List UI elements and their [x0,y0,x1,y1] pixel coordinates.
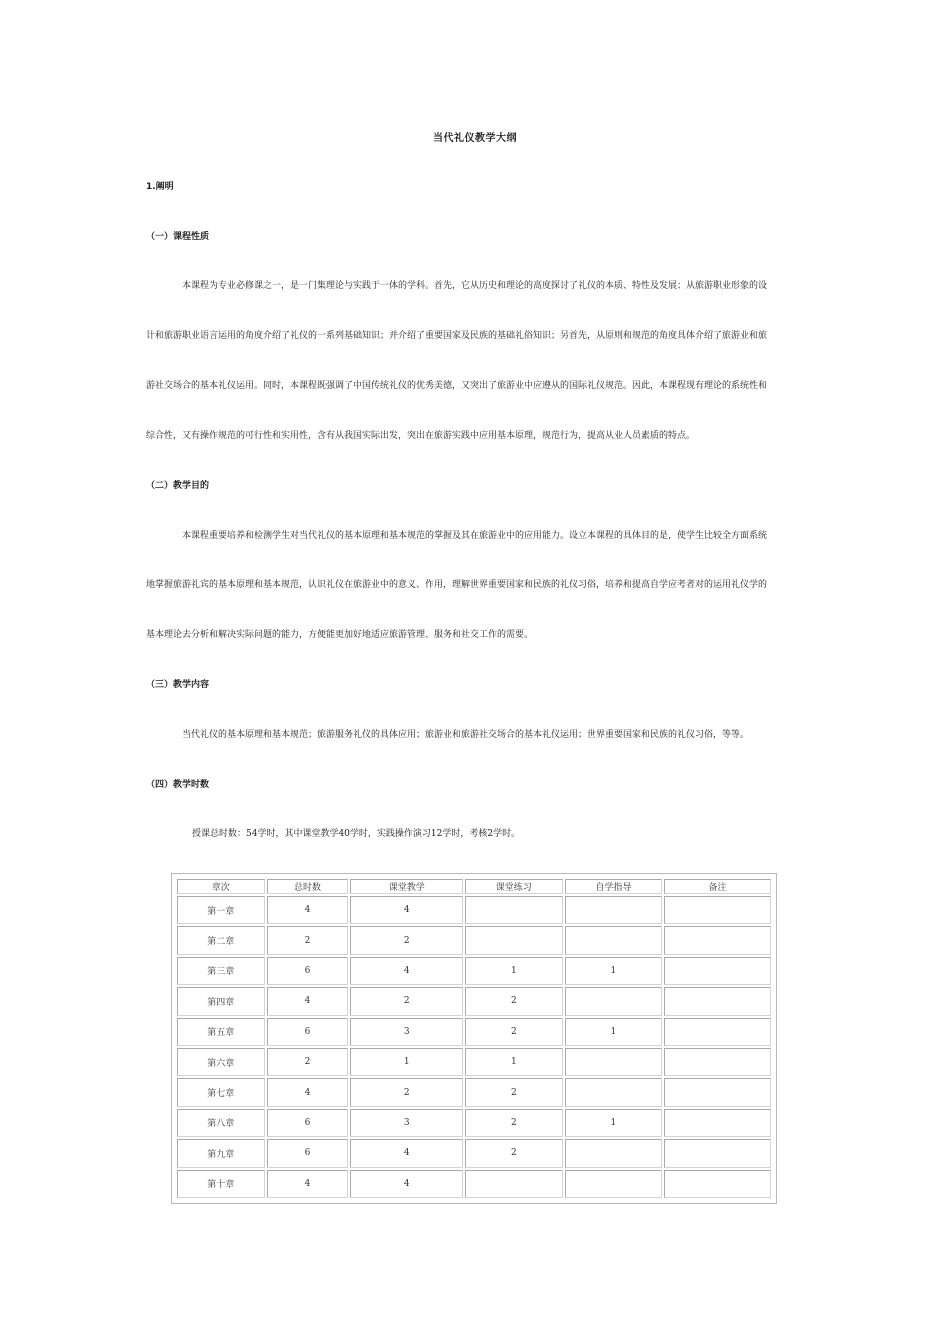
table-header-row [177,879,771,894]
table-cell: 1 [350,1048,463,1076]
table-cell: 6 [267,1018,349,1046]
section-heading-course-nature: （一）课程性质 [146,232,210,242]
table-row [177,926,771,954]
paragraph-line: 综合性，又有操作规范的可行性和实用性，含有从我国实际出发，突出在旅游实践中应用基本原理，规范行为，提高从业人员素质的特点。 [146,431,696,441]
table-cell: 第六章 [177,1048,265,1076]
table-cell: 2 [465,1139,563,1167]
hours-summary: 授课总时数：54学时，其中课堂教学40学时，实践操作演习12学时，考核2学时。 [192,829,521,839]
table-cell [664,926,771,954]
table-cell: 第五章 [177,1018,265,1046]
table-cell: 第七章 [177,1078,265,1106]
table-cell: 第三章 [177,957,265,985]
table-cell [565,1139,663,1167]
table-cell: 2 [465,1078,563,1106]
paragraph-line: 本课程重要培养和检测学生对当代礼仪的基本原理和基本规范的掌握及其在旅游业中的应用能力。设立本课程的具体目的是，使学生比较全方面系统 [182,531,768,541]
table-cell: 1 [565,957,663,985]
table-cell [664,1139,771,1167]
table-row [177,1109,771,1137]
table-cell [465,1170,563,1198]
table-cell [664,1048,771,1076]
table-cell [565,1170,663,1198]
table-cell: 4 [350,957,463,985]
table-cell: 4 [350,896,463,924]
table-cell [664,1078,771,1106]
table-cell: 6 [267,957,349,985]
table-cell: 2 [465,987,563,1015]
table-cell: 2 [465,1109,563,1137]
table-cell: 1 [465,957,563,985]
table-cell [465,926,563,954]
table-cell [565,1048,663,1076]
hours-table-frame [171,873,777,1204]
table-cell [664,1018,771,1046]
table-cell [664,1109,771,1137]
table-cell [565,987,663,1015]
paragraph-line: 当代礼仪的基本原理和基本规范；旅游服务礼仪的具体应用；旅游业和旅游社交场合的基本礼仪运用；世界重要国家和民族的礼仪习俗，等等。 [182,730,750,740]
section-heading-explanation: 1.阐明 [146,182,174,192]
table-cell: 4 [350,1139,463,1167]
table-row [177,987,771,1015]
paragraph-line: 游社交场合的基本礼仪运用。同时，本课程既强调了中国传统礼仪的优秀美德，又突出了旅游业中应遵从的国际礼仪规范。因此，本课程现有理论的系统性和 [146,381,768,391]
table-header-cell: 自学指导 [565,879,663,894]
table-cell: 1 [565,1109,663,1137]
table-cell [465,896,563,924]
table-header-cell: 备注 [664,879,771,894]
table-cell: 4 [267,1078,349,1106]
table-cell: 2 [465,1018,563,1046]
section-heading-teaching-content: （三）教学内容 [146,680,210,690]
table-row [177,1170,771,1198]
table-cell: 2 [350,926,463,954]
table-row [177,1048,771,1076]
table-row [177,1018,771,1046]
table-cell: 4 [267,896,349,924]
table-cell: 第四章 [177,987,265,1015]
table-cell: 1 [565,1018,663,1046]
table-cell [664,1170,771,1198]
table-cell: 6 [267,1109,349,1137]
table-cell: 第二章 [177,926,265,954]
page-title: 当代礼仪教学大纲 [433,133,517,144]
table-cell: 第八章 [177,1109,265,1137]
hours-table [175,877,773,1200]
table-row [177,1078,771,1106]
section-heading-teaching-hours: （四）教学时数 [146,780,210,790]
table-cell: 4 [267,987,349,1015]
table-cell: 4 [267,1170,349,1198]
table-cell: 第一章 [177,896,265,924]
table-header-cell: 课堂教学 [350,879,463,894]
paragraph-line: 地掌握旅游礼宾的基本原理和基本规范，认识礼仪在旅游业中的意义、作用，理解世界重要国家和民族的礼仪习俗，培养和提高自学应考者对的运用礼仪学的 [146,580,768,590]
table-cell: 4 [350,1170,463,1198]
table-header-cell: 课堂练习 [465,879,563,894]
paragraph-line: 基本理论去分析和解决实际问题的能力，方便能更加好地适应旅游管理、服务和社交工作的需要。 [146,630,534,640]
table-cell: 第十章 [177,1170,265,1198]
paragraph-line: 计和旅游职业语言运用的角度介绍了礼仪的一系列基础知识；并介绍了重要国家及民族的基础礼俗知识；另首先，从原则和规范的角度具体介绍了旅游业和旅 [146,331,768,341]
table-row [177,1139,771,1167]
table-header-cell: 总时数 [267,879,349,894]
table-cell: 3 [350,1109,463,1137]
table-cell: 2 [350,987,463,1015]
table-row [177,957,771,985]
table-cell: 6 [267,1139,349,1167]
table-cell: 1 [465,1048,563,1076]
table-cell: 2 [350,1078,463,1106]
table-cell: 第九章 [177,1139,265,1167]
section-heading-teaching-purpose: （二）教学目的 [146,481,210,491]
table-cell [565,896,663,924]
table-cell [565,1078,663,1106]
table-cell [664,957,771,985]
table-row [177,896,771,924]
table-cell: 2 [267,1048,349,1076]
paragraph-line: 本课程为专业必修课之一，是一门集理论与实践于一体的学科。首先，它从历史和理论的高度探讨了礼仪的本质、特性及发展；从旅游职业形象的设 [182,281,768,291]
table-cell [565,926,663,954]
table-cell: 3 [350,1018,463,1046]
table-header-cell: 章次 [177,879,265,894]
table-cell: 2 [267,926,349,954]
table-cell [664,896,771,924]
table-cell [664,987,771,1015]
